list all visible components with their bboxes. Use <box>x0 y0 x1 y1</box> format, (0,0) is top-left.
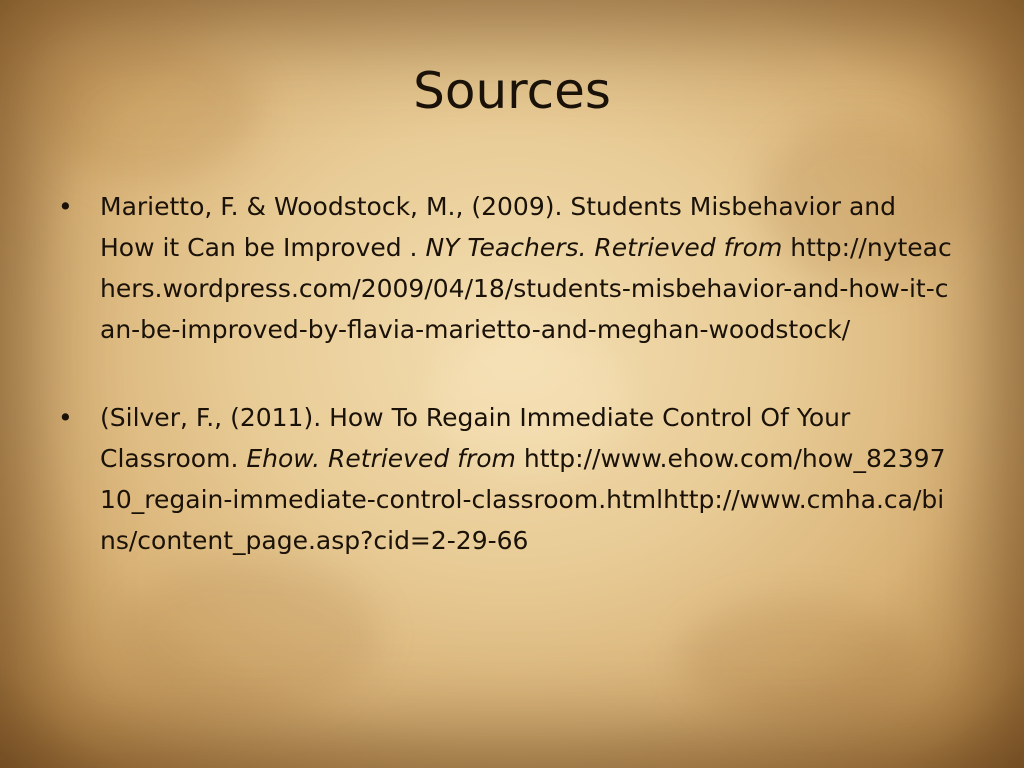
citation-text: (Silver, F., (2011). How To Regain Immediate Control Of Your Classroom. <box>100 403 851 473</box>
citation-italic: NY Teachers. Retrieved from <box>425 233 783 262</box>
slide-title: Sources <box>413 62 611 120</box>
bullet-icon: • <box>58 192 73 221</box>
sources-list <box>58 186 958 561</box>
citation-url[interactable]: http://nyteachers.wordpress.com/2009/04/18/students-misbehavior-and-how-it-can-be-improved-by-flavia-marietto-and-meghan-woodstock/ <box>100 233 952 344</box>
citation-text: Marietto, F. & Woodstock, M., (2009). Students Misbehavior and How it Can be Improved . <box>100 192 897 262</box>
paper-stain <box>120 560 380 710</box>
source-item <box>58 397 958 561</box>
citation-italic: Ehow. Retrieved from <box>246 444 516 473</box>
paper-stain <box>680 600 920 720</box>
source-item <box>58 186 958 350</box>
citation-url[interactable]: http://www.ehow.com/how_8239710_regain-immediate-control-classroom.htmlhttp://www.cmha.ca/bins/content_page.asp?cid=2-29-66 <box>100 444 946 555</box>
bullet-icon: • <box>58 403 73 432</box>
